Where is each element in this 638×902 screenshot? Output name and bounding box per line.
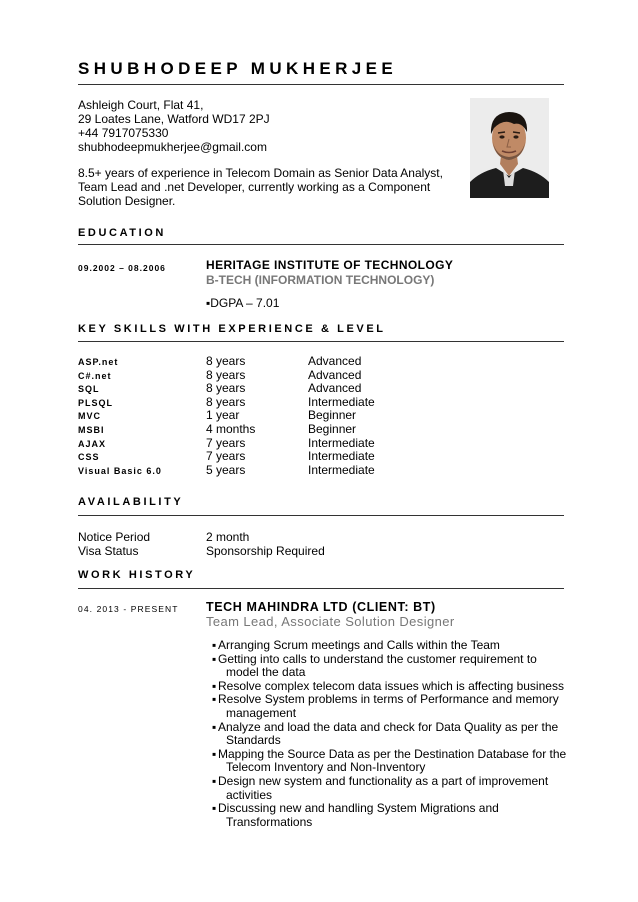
work-company: TECH MAHINDRA LTD (CLIENT: BT)	[206, 600, 436, 614]
list-item: ▪ Analyze and load the data and check for Data Quality as per the Standards	[206, 721, 568, 748]
skill-years: 8 years	[206, 354, 246, 368]
education-divider	[78, 244, 564, 245]
availability-label: Visa Status	[78, 544, 139, 558]
address-line-1: Ashleigh Court, Flat 41,	[78, 98, 204, 112]
skill-level: Beginner	[308, 421, 357, 436]
work-role: Team Lead, Associate Solution Designer	[206, 614, 455, 629]
education-institution: HERITAGE INSTITUTE OF TECHNOLOGY	[206, 258, 454, 272]
skill-years: 8 years	[206, 367, 246, 382]
list-item: ▪ Arranging Scrum meetings and Calls within the Team	[206, 639, 568, 653]
education-result: ▪DGPA – 7.01	[206, 296, 280, 310]
skill-years: 8 years	[206, 394, 246, 409]
skill-level: Intermediate	[308, 435, 375, 450]
work-duties-list	[206, 639, 568, 829]
work-divider	[78, 588, 564, 589]
list-item: ▪ Mapping the Source Data as per the Destination Database for the Telecom Inventory and Non-Inventory	[206, 748, 568, 775]
availability-divider	[78, 515, 564, 516]
skill-name: AJAX	[78, 438, 107, 449]
skill-years: 7 years	[206, 435, 246, 450]
skill-name: C#.net	[78, 370, 112, 381]
skill-name: MVC	[78, 411, 101, 422]
work-dates: 04. 2013 - PRESENT	[78, 604, 179, 614]
list-item: ▪ Design new system and functionality as a part of improvement activities	[206, 775, 568, 802]
skill-years: 5 years	[206, 462, 246, 477]
skill-name: MSBI	[78, 424, 105, 435]
profile-photo	[470, 98, 549, 198]
skill-years: 1 year	[206, 408, 240, 423]
list-item: ▪ Resolve System problems in terms of Performance and memory management	[206, 693, 568, 720]
availability-value: 2 month	[206, 530, 250, 544]
header-divider	[78, 84, 564, 85]
skill-name: CSS	[78, 452, 100, 463]
section-title-education: EDUCATION	[78, 227, 166, 239]
list-item: ▪ Getting into calls to understand the customer requirement to model the data	[206, 653, 568, 680]
skill-level: Beginner	[308, 408, 357, 423]
availability-value: Sponsorship Required	[206, 544, 325, 558]
skill-level: Advanced	[308, 367, 362, 382]
email-address: shubhodeepmukherjee@gmail.com	[78, 140, 267, 154]
skills-divider	[78, 341, 564, 342]
skill-years: 7 years	[206, 449, 246, 464]
skill-level: Intermediate	[308, 462, 375, 477]
skill-name: PLSQL	[78, 397, 114, 408]
skill-name: Visual Basic 6.0	[78, 465, 162, 476]
contact-block	[78, 98, 270, 154]
skill-years: 4 months	[206, 421, 256, 436]
section-title-work-history: WORK HISTORY	[78, 569, 196, 581]
education-dates: 09.2002 – 08.2006	[78, 263, 166, 273]
candidate-name: SHUBHODEEP MUKHERJEE	[78, 59, 398, 78]
section-title-skills: KEY SKILLS WITH EXPERIENCE & LEVEL	[78, 323, 386, 335]
profile-summary: 8.5+ years of experience in Telecom Domain as Senior Data Analyst, Team Lead and .net Developer, currently working as a Component Solution Designer.	[78, 166, 443, 208]
list-item: ▪ Resolve complex telecom data issues which is affecting business	[206, 680, 568, 694]
skill-level: Advanced	[308, 381, 362, 396]
skill-name: ASP.net	[78, 357, 119, 367]
section-title-availability: AVAILABILITY	[78, 496, 184, 508]
availability-label: Notice Period	[78, 530, 151, 544]
portrait-icon	[470, 98, 549, 198]
skill-level: Intermediate	[308, 449, 375, 464]
skill-level: Intermediate	[308, 394, 375, 409]
skill-level: Advanced	[308, 354, 362, 368]
address-line-2: 29 Loates Lane, Watford WD17 2PJ	[78, 112, 270, 126]
skill-name: SQL	[78, 384, 100, 395]
phone-number: +44 7917075330	[78, 126, 169, 140]
skill-years: 8 years	[206, 381, 246, 396]
list-item: ▪ Discussing new and handling System Migrations and Transformations	[206, 802, 568, 829]
education-degree: B-TECH (INFORMATION TECHNOLOGY)	[206, 273, 435, 287]
